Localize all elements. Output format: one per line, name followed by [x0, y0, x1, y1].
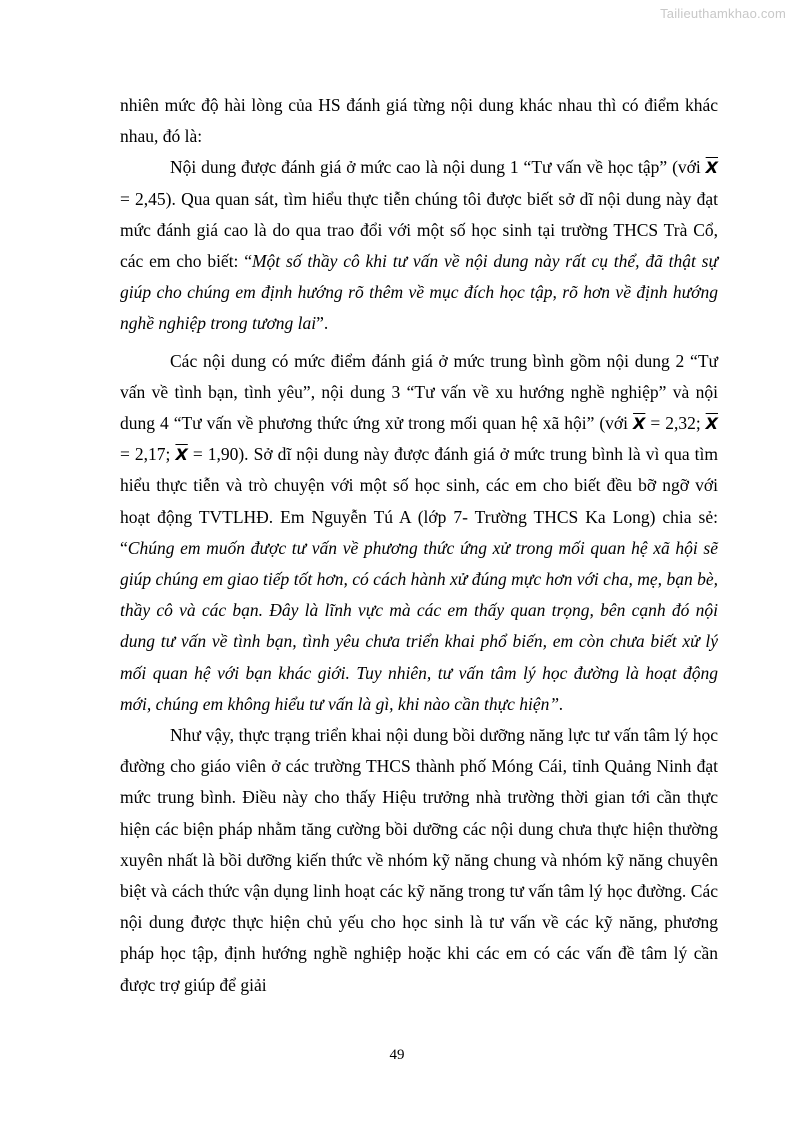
paragraph-2 — [120, 152, 718, 339]
paragraph-3-text-c: = 2,17; — [120, 444, 176, 465]
paragraph-2-text-b: = 2,45). Qua quan sát, tìm hiểu thực tiễn chúng tôi được biết sở dĩ nội dung này đạt mức đánh giá cao là do qua trao đổi với một số học sinh tại trường THCS Trà Cổ, các em cho biết: “ — [120, 188, 718, 272]
mean-symbol: $\overline{X}$ — [705, 414, 718, 434]
paragraph-3 — [120, 346, 718, 720]
paragraph-3-quote: Chúng em muốn được tư vấn về phương thức ứng xử trong mối quan hệ xã hội sẽ giúp chúng em giao tiếp tốt hơn, có cách hành xử đúng mực hơn với cha, mẹ, bạn bè, thầy cô và các bạn. Đây là lĩnh vực mà các em thấy quan trọng, bên cạnh đó nội dung tư vấn về tình bạn, tình yêu chưa triển khai phổ biến, em còn chưa biết xử lý mối quan hệ với bạn khác giới. Tuy nhiên, tư vấn tâm lý học đường là hoạt động mới, chúng em không hiểu tư vấn là gì, khi nào cần thực hiện”. — [120, 537, 718, 714]
paragraph-3-text-d: = 1,90). Sở dĩ nội dung này được đánh giá ở mức trung bình là vì qua tìm hiểu thực tiễn và trò chuyện với một số học sinh, các em cho biết đều bỡ ngỡ với hoạt động TVTLHĐ. Em Nguyễn Tú A (lớp 7- Trường THCS Ka Long) chia sẻ: “ — [120, 444, 719, 558]
paragraph-3-text-b: = 2,32; — [645, 413, 706, 434]
paragraph-4: Như vậy, thực trạng triển khai nội dung bồi dưỡng năng lực tư vấn tâm lý học đường cho giáo viên ở các trường THCS thành phố Móng Cái, tỉnh Quảng Ninh đạt mức trung bình. Điều này cho thấy Hiệu trưởng nhà trường thời gian tới cần thực hiện các biện pháp nhằm tăng cường bồi dưỡng các nội dung chưa thực hiện thường xuyên nhất là bồi dưỡng kiến thức về nhóm kỹ năng chung và nhóm kỹ năng chuyên biệt và cách thức vận dụng linh hoạt các kỹ năng trong tư vấn tâm lý học đường. Các nội dung được thực hiện chủ yếu cho học sinh là tư vấn về các kỹ năng, phương pháp học tập, định hướng nghề nghiệp hoặc khi các em có các vấn đề tâm lý cần được trợ giúp để giải — [120, 725, 718, 995]
paragraph-2-text-a: Nội dung được đánh giá ở mức cao là nội dung 1 “Tư vấn về học tập” (với — [170, 157, 706, 178]
mean-symbol: $\overline{X}$ — [175, 445, 188, 465]
paragraph-2-quote: Một số thầy cô khi tư vấn về nội dung này rất cụ thể, đã thật sự giúp cho chúng em định hướng rõ thêm về mục đích học tập, rõ hơn về định hướng nghề nghiệp trong tương lai — [120, 251, 718, 334]
paragraph-3-text-a: Các nội dung có mức điểm đánh giá ở mức trung bình gồm nội dung 2 “Tư vấn về tình bạn, tình yêu”, nội dung 3 “Tư vấn về xu hướng nghề nghiệp” và nội dung 4 “Tư vấn về phương thức ứng xử trong mối quan hệ xã hội” (với — [120, 350, 718, 434]
mean-symbol: $\overline{X}$ — [633, 414, 646, 434]
document-body — [120, 90, 718, 1001]
page-number: 49 — [389, 1047, 405, 1063]
paragraph-2-text-c: ”. — [316, 313, 329, 334]
paragraph-1: nhiên mức độ hài lòng của HS đánh giá từng nội dung khác nhau thì có điểm khác nhau, đó là: — [120, 95, 718, 147]
mean-symbol: $\overline{X}$ — [705, 158, 718, 178]
watermark: Tailieuthamkhao.com — [660, 6, 786, 21]
